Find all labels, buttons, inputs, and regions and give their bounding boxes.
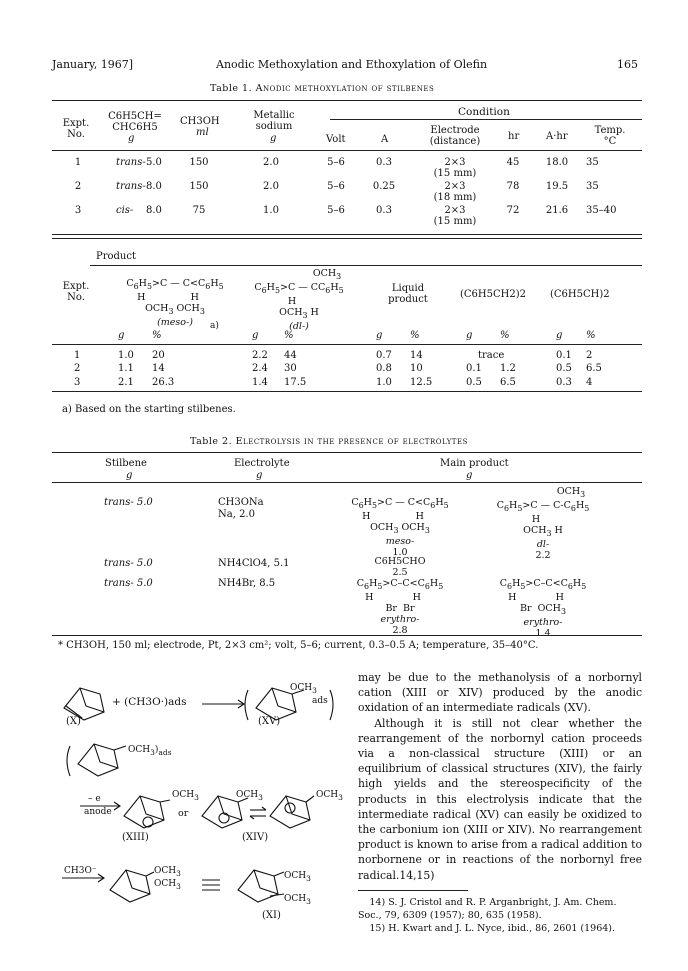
t1-col-na: Metallic sodium [253,110,295,132]
t1-r2-g: 8.0 [146,181,162,192]
footnote-15: 15) H. Kwart and J. L. Nyce, ibid., 86, 2601 (1964). [369,923,616,934]
t2-col-electrolyte-unit: g [256,470,263,481]
t1-r3-na: 1.0 [263,205,279,216]
t1-col-a: A [381,134,389,145]
t1b-unit-2: % [152,330,162,341]
t1b-r3-c10: 4 [586,377,593,388]
t1-r2-hr: 78 [506,181,520,192]
t1-r3-el: 2×3 [444,205,466,216]
t2-r1-meso-structure: $C_6H_5>C$ — $C<C_6H_5$ H H $OCH_3$ $OCH_3$ meso- 1.0 [340,497,460,558]
t1b-r1-c9: 0.1 [556,350,572,361]
scheme-xivb-och3: $OCH_3$ [316,790,343,802]
t1b-r2-c4: 30 [284,363,297,374]
scheme-label-xiv: (XIV) [242,832,269,843]
t1-r2-no: 2 [74,181,82,192]
t1-col-hr: hr [508,131,520,142]
t1-r1-ahr: 18.0 [545,157,569,168]
t1b-r3-c8: 6.5 [500,377,516,388]
t1-condition: Condition [458,106,510,118]
t1b-r1-c10: 2 [586,350,593,361]
t1b-unit-8: % [500,330,510,341]
scheme-xi-och3-a: $OCH_3$ $OCH_3$ [154,866,181,891]
table1-caption-title: Anodic methoxylation of stilbenes [255,83,435,94]
product-structure-xi-b [238,870,284,902]
t2-r3-electrolyte: NH4Br, 8.5 [218,578,276,589]
t2-r1-dl-structure: $OCH_3$ $C_6H_5>C$ — $C-C_6H_5$ H $OCH_3$ H dl- 2.2 [478,486,608,561]
t1-r3-hr: 72 [506,205,520,216]
t1-col-temp: Temp. °C [594,125,626,147]
t2-r2-p1-val: 2.5 [392,567,408,578]
t1-r2-temp: 35 [586,181,599,192]
t1b-r2-c6: 10 [410,363,423,374]
body-paragraph-1: may be due to the methanolysis of a norbornyl cation (XIII or XIV) produced by the anodic oxidation of an intermediate radicals (XV). [358,671,642,715]
t1-r1-distance: (15 mm) [433,168,477,179]
t2-r1-p2-val: 2.2 [535,549,551,561]
table2-caption [190,436,468,447]
t1-r1-hr: 45 [506,157,520,168]
t1b-r2-no: 2 [74,363,81,374]
t1b-liquid: Liquid product [388,283,428,305]
t2-r1-p2-label: dl- [536,538,550,550]
t2-r1-p1-val: 1.0 [392,546,408,558]
t1-r2-el: 2×3 [444,181,466,192]
t1-col-stilbene-unit: g [128,133,135,144]
t1-r1-volt: 5–6 [327,157,345,168]
scheme-label-xv: (XV) [258,716,281,727]
t1b-bibenzyl: (C6H5CH2)2 [460,289,526,300]
t1b-r2-c9: 0.5 [556,363,572,374]
t1-r3-volt: 5–6 [327,205,345,216]
table2-caption-title: Electrolysis in the presence of electrolytes [235,436,468,447]
t1-r1-g: 5.0 [146,157,162,168]
t1b-r3-c1: 2.1 [118,377,134,388]
scheme-xi-och3-b: $OCH_3$ $OCH_3$ [284,871,311,906]
t1b-r1-c7: trace [478,350,505,361]
t1b-r1-no: 1 [74,350,81,361]
t2-r1-stilbene: trans- 5.0 [104,497,153,508]
t1-r2-ml: 150 [189,181,209,192]
t2-col-main: Main product [440,458,509,469]
t1-col-meoh-unit: ml [196,127,209,138]
footnotes [358,896,642,935]
t2-r1-elec2: Na, 2.0 [218,509,255,520]
t1-r1-temp: 35 [586,157,599,168]
t1-r2-volt: 5–6 [327,181,345,192]
t1b-r3-c5: 1.0 [376,377,392,388]
t2-r1-p1-label: meso- [385,535,415,547]
t1-r3-no: 3 [74,205,82,216]
product-structure-xi-a [110,870,154,902]
t2-r3-erythro-dibromide: $C_6H_5>C-C<C_6H_5$ H H Br Br erythro- 2.8 [340,578,460,636]
t1b-r1-c4: 44 [284,350,297,361]
t2-col-stilbene-unit: g [126,470,133,481]
t1b-r3-no: 3 [74,377,81,388]
t1b-r2-c8: 1.2 [500,363,516,374]
t1b-r3-c3: 1.4 [252,377,268,388]
t2-footnote: * CH3OH, 150 ml; electrode, Pt, 2×3 cm²; volt, 5–6; current, 0.3–0.5 A; temperature, 35–40°C. [58,640,539,651]
t2-r3-p2-label: erythro- [523,616,563,628]
t1b-unit-1: g [118,330,125,341]
t1b-r2-c5: 0.8 [376,363,392,374]
t1b-expt: Expt. No. [62,281,90,303]
t1b-unit-5: g [376,330,383,341]
t1b-product: Product [96,251,136,262]
t1b-footnote: a) Based on the starting stilbenes. [62,404,236,415]
t1-col-ahr: A·hr [546,131,568,142]
t1-r1-na: 2.0 [263,157,279,168]
scheme-ch3o-minus: CH3O⁻ [64,866,97,876]
t1b-r3-c6: 12.5 [410,377,433,388]
t1-r3-a: 0.3 [376,205,392,216]
scheme-xv-sub: ads [312,696,328,706]
table1-caption [210,83,434,94]
paren-left [245,690,248,720]
classical-cation-xiv-b [270,796,314,828]
footnote-14: 14) S. J. Cristol and R. P. Arganbright, J. Am. Chem. Soc., 79, 6309 (1957); 80, 635 (1958). [358,897,617,921]
t1b-unit-6: % [410,330,420,341]
t2-r3-p1-val: 2.8 [392,624,408,636]
table1-caption-num: Table 1. [210,83,253,94]
body-text [358,670,642,883]
t2-r1-elec1: CH3ONa [218,497,264,508]
t1b-unit-4: % [284,330,294,341]
t1-col-na-unit: g [270,133,277,144]
t1b-r3-c9: 0.3 [556,377,572,388]
radical-structure-2 [78,744,126,776]
t1-r1-iso: trans- [116,157,146,168]
t1b-r2-c7: 0.1 [466,363,482,374]
t1b-r2-c2: 14 [152,363,165,374]
scheme-anode: anode [84,807,112,817]
t1-r3-ml: 75 [192,205,206,216]
t1-col-stilbene: C6H5CH= CHC6H5 [108,111,162,133]
t1-col-expt: Expt. No. [62,118,90,140]
t1b-unit-3: g [252,330,259,341]
t2-r2-p1-name: C6H5CHO [374,556,426,567]
t1-r2-distance: (18 mm) [433,192,477,203]
t2-r2-product [350,556,450,578]
scheme-label-x: (X) [66,716,81,727]
scheme-xiii-och3: $OCH_3$ [172,790,199,802]
scheme-label-xiii: (XIII) [122,832,149,843]
t1-r3-iso: cis- [116,205,134,216]
t1-col-electrode: Electrode (distance) [429,125,481,147]
t1-r1-el: 2×3 [444,157,466,168]
t1-r3-distance: (15 mm) [433,216,477,227]
paren-right [330,690,333,720]
t2-r3-stilbene: trans- 5.0 [104,578,153,589]
t1-r3-g: 8.0 [146,205,162,216]
t2-r3-erythro-bromoether: $C_6H_5>C-C<C_6H_5$ H H Br $OCH_3$ erythro- 1.4 [478,578,608,639]
scheme-och3-ads: $OCH_3)_{ads}$ [128,745,172,757]
scheme-reagent: + (CH3O·)ads [112,696,187,708]
scheme-minus-e: – e [88,794,101,804]
t1b-r1-c5: 0.7 [376,350,392,361]
running-title: Anodic Methoxylation and Ethoxylation of Olefin [216,58,488,71]
dl-label: (dl-) [289,320,309,332]
body-paragraph-2: Although it is still not clear whether the rearrangement of the norbornyl cation proceeds via a non-classical structure (XIII) or an equilibrium of classical structures (XIV), the fairly high yields and the stereospecificity of the products in this electrolysis indicate that the intermediate radical (XV) can easily be oxidized to the carbonium ion (XIII or XIV). No rearrangement product is known to arise from a radical addition to norbornene or in reactions of the norbornyl free radical.14,15) [358,716,642,882]
t1-r1-ml: 150 [189,157,209,168]
t2-col-main-unit: g [466,470,473,481]
t1-r1-a: 0.3 [376,157,392,168]
t1b-r2-c3: 2.4 [252,363,268,374]
t2-col-stilbene: Stilbene [105,458,147,469]
t1b-r2-c10: 6.5 [586,363,602,374]
t1-r2-iso: trans- [116,181,146,192]
t2-r3-p1-label: erythro- [380,613,420,625]
scheme-xiva-och3: $OCH_3$ [236,790,263,802]
scheme-or: or [178,808,189,819]
t1-r3-temp: 35–40 [586,205,617,216]
scheme-label-xi: (XI) [262,910,281,921]
t1b-r3-c2: 26.3 [152,377,175,388]
meso-label: (meso-) [157,316,193,328]
t1b-r3-c4: 17.5 [284,377,307,388]
nonclassical-cation-xiii [124,796,170,828]
t1b-r1-c3: 2.2 [252,350,268,361]
t2-r2-stilbene: trans- 5.0 [104,558,153,569]
scheme-xv-och3: $OCH_3$ [290,683,317,695]
t1b-r1-c1: 1.0 [118,350,134,361]
t1-r3-ahr: 21.6 [545,205,569,216]
t1b-unit-10: % [586,330,596,341]
t1-r2-a: 0.25 [372,181,396,192]
meso-structure: $C_6H_5>C$ — $C<C_6H_5$ H H $OCH_3$ $OCH_3$ (meso-) [120,278,230,328]
t1b-stilbene: (C6H5CH)2 [550,289,610,300]
t1-col-meoh: CH3OH [180,116,220,127]
t2-r3-p2-val: 1.4 [535,627,551,639]
t1-r1-no: 1 [74,157,82,168]
t2-r2-electrolyte: NH4ClO4, 5.1 [218,558,290,569]
t1-r2-na: 2.0 [263,181,279,192]
t1b-r2-c1: 1.1 [118,363,134,374]
table2-caption-num: Table 2. [190,436,233,447]
dl-structure: $OCH_3$ $C_6H_5>C$ — $CC_6H_5$ H $OCH_3$ H (dl-) [244,268,354,332]
running-date: January, 1967] [52,58,133,71]
t1b-sup-a: a) [210,321,219,331]
t1b-unit-7: g [466,330,473,341]
t1b-r3-c7: 0.5 [466,377,482,388]
t1b-unit-9: g [556,330,563,341]
t2-col-electrolyte: Electrolyte [234,458,290,469]
t2-r1-electrolyte [218,497,264,521]
page-number: 165 [617,58,638,71]
t1b-r1-c2: 20 [152,350,165,361]
t1b-r1-c6: 14 [410,350,423,361]
t1-col-volt: Volt [326,134,346,145]
t1-r2-ahr: 19.5 [545,181,569,192]
